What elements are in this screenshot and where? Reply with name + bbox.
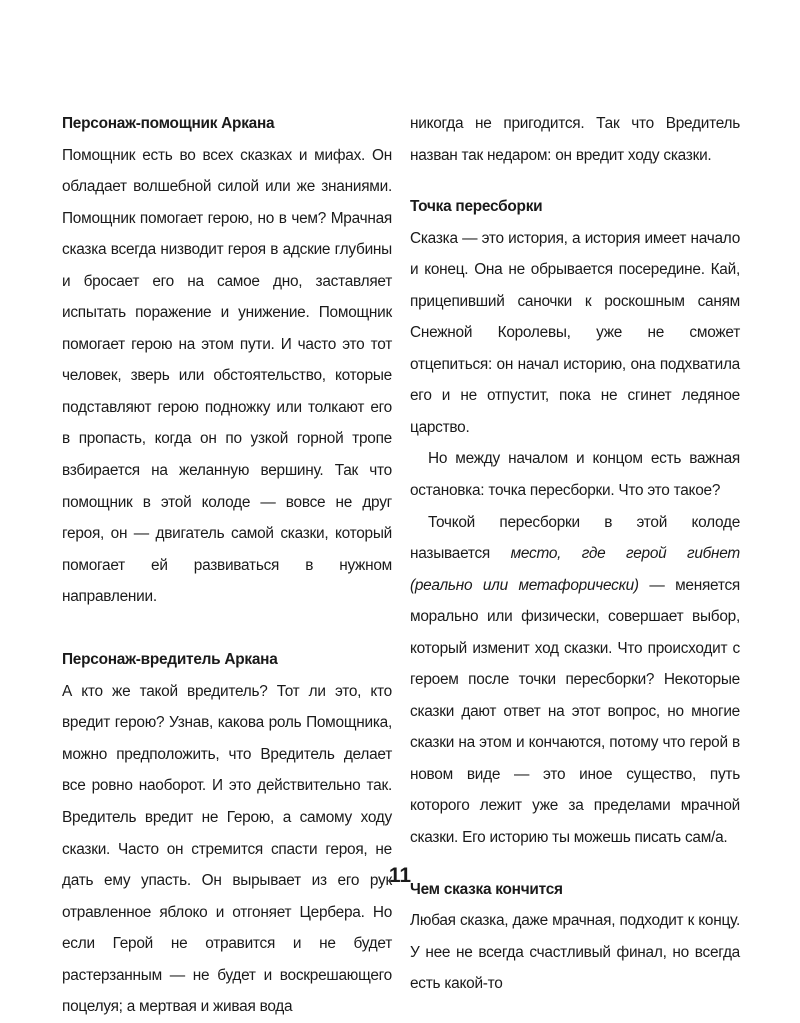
paragraph-stop: Но между началом и концом есть важная остановка: точка пересборки. Что это такое? bbox=[410, 450, 740, 500]
paragraph-story: Сказка — это история, а история имеет начало и конец. Она не обрывается посередине. Кай, прицепивший саночки к роскошным саням Снежной Королевы, уже не сможет отцепиться: он начал историю, она подхватила его и не отпустит, пока не сгинет ледяное царство. bbox=[410, 229, 740, 436]
page-number: 11 bbox=[388, 864, 412, 887]
heading-reassembly-point: Точка пересборки bbox=[410, 198, 543, 216]
paragraph-pest-continued: никогда не пригодится. Так что Вредитель назван так недаром: он вредит ходу сказки. bbox=[410, 115, 740, 164]
paragraph-ending: Любая сказка, даже мрачная, подходит к концу. У нее не всегда счастливый финал, но всегда есть какой-то bbox=[410, 912, 740, 993]
paragraph-pest: А кто же такой вредитель? Тот ли это, кто вредит герою? Узнав, какова роль Помощника, можно предположить, что Вредитель делает все ровно наоборот. И это действительно так. Вредитель вредит не Герою, а самому ходу сказки. Часто он стремится спасти героя, не дать ему упасть. Он вырывает из его рук отравленное яблоко и отгоняет Цербера. Но если Герой не отравится и не будет растерзанным — не будет и воскрешающего поцелуя; а мертвая и живая вода bbox=[62, 682, 392, 1016]
paragraph-definition: Точкой пересборки в этой колоде называется место, где герой гибнет (реально или метафорически) — меняется морально или физически, совершает выбор, который изменит ход сказки. Что происходит с героем после точки пересборки? Некоторые сказки дают ответ на этот вопрос, но многие сказки на этом и кончаются, потому что герой в новом виде — это иное существо, путь которого лежит уже за пределами мрачной сказки. Его историю ты можешь писать сам/а. bbox=[410, 513, 740, 847]
paragraph-helper: Помощник есть во всех сказках и мифах. Он обладает волшебной силой или же знаниями. Помощник помогает герою, но в чем? Мрачная сказка всегда низводит героя в адские глубины и бросает его на самое дно, заставляет испытать поражение и унижение. Помощник помогает герою на этом пути. И часто это тот человек, зверь или обстоятельство, которые подставляют герою подножку или толкают его в пропасть, когда он по узкой горной тропе взбирается на желанную вершину. Так что помощник в этой колоде — вовсе не друг героя, он — двигатель самой сказки, который помогает ей развиваться в нужном направлении. bbox=[62, 146, 392, 606]
heading-helper: Персонаж-помощник Аркана bbox=[62, 115, 275, 132]
italic-definition: место, где герой гибнет (реально или метафорически) bbox=[410, 545, 740, 594]
heading-ending: Чем сказка кончится bbox=[410, 880, 563, 898]
heading-pest: Персонаж-вредитель Аркана bbox=[62, 651, 278, 669]
